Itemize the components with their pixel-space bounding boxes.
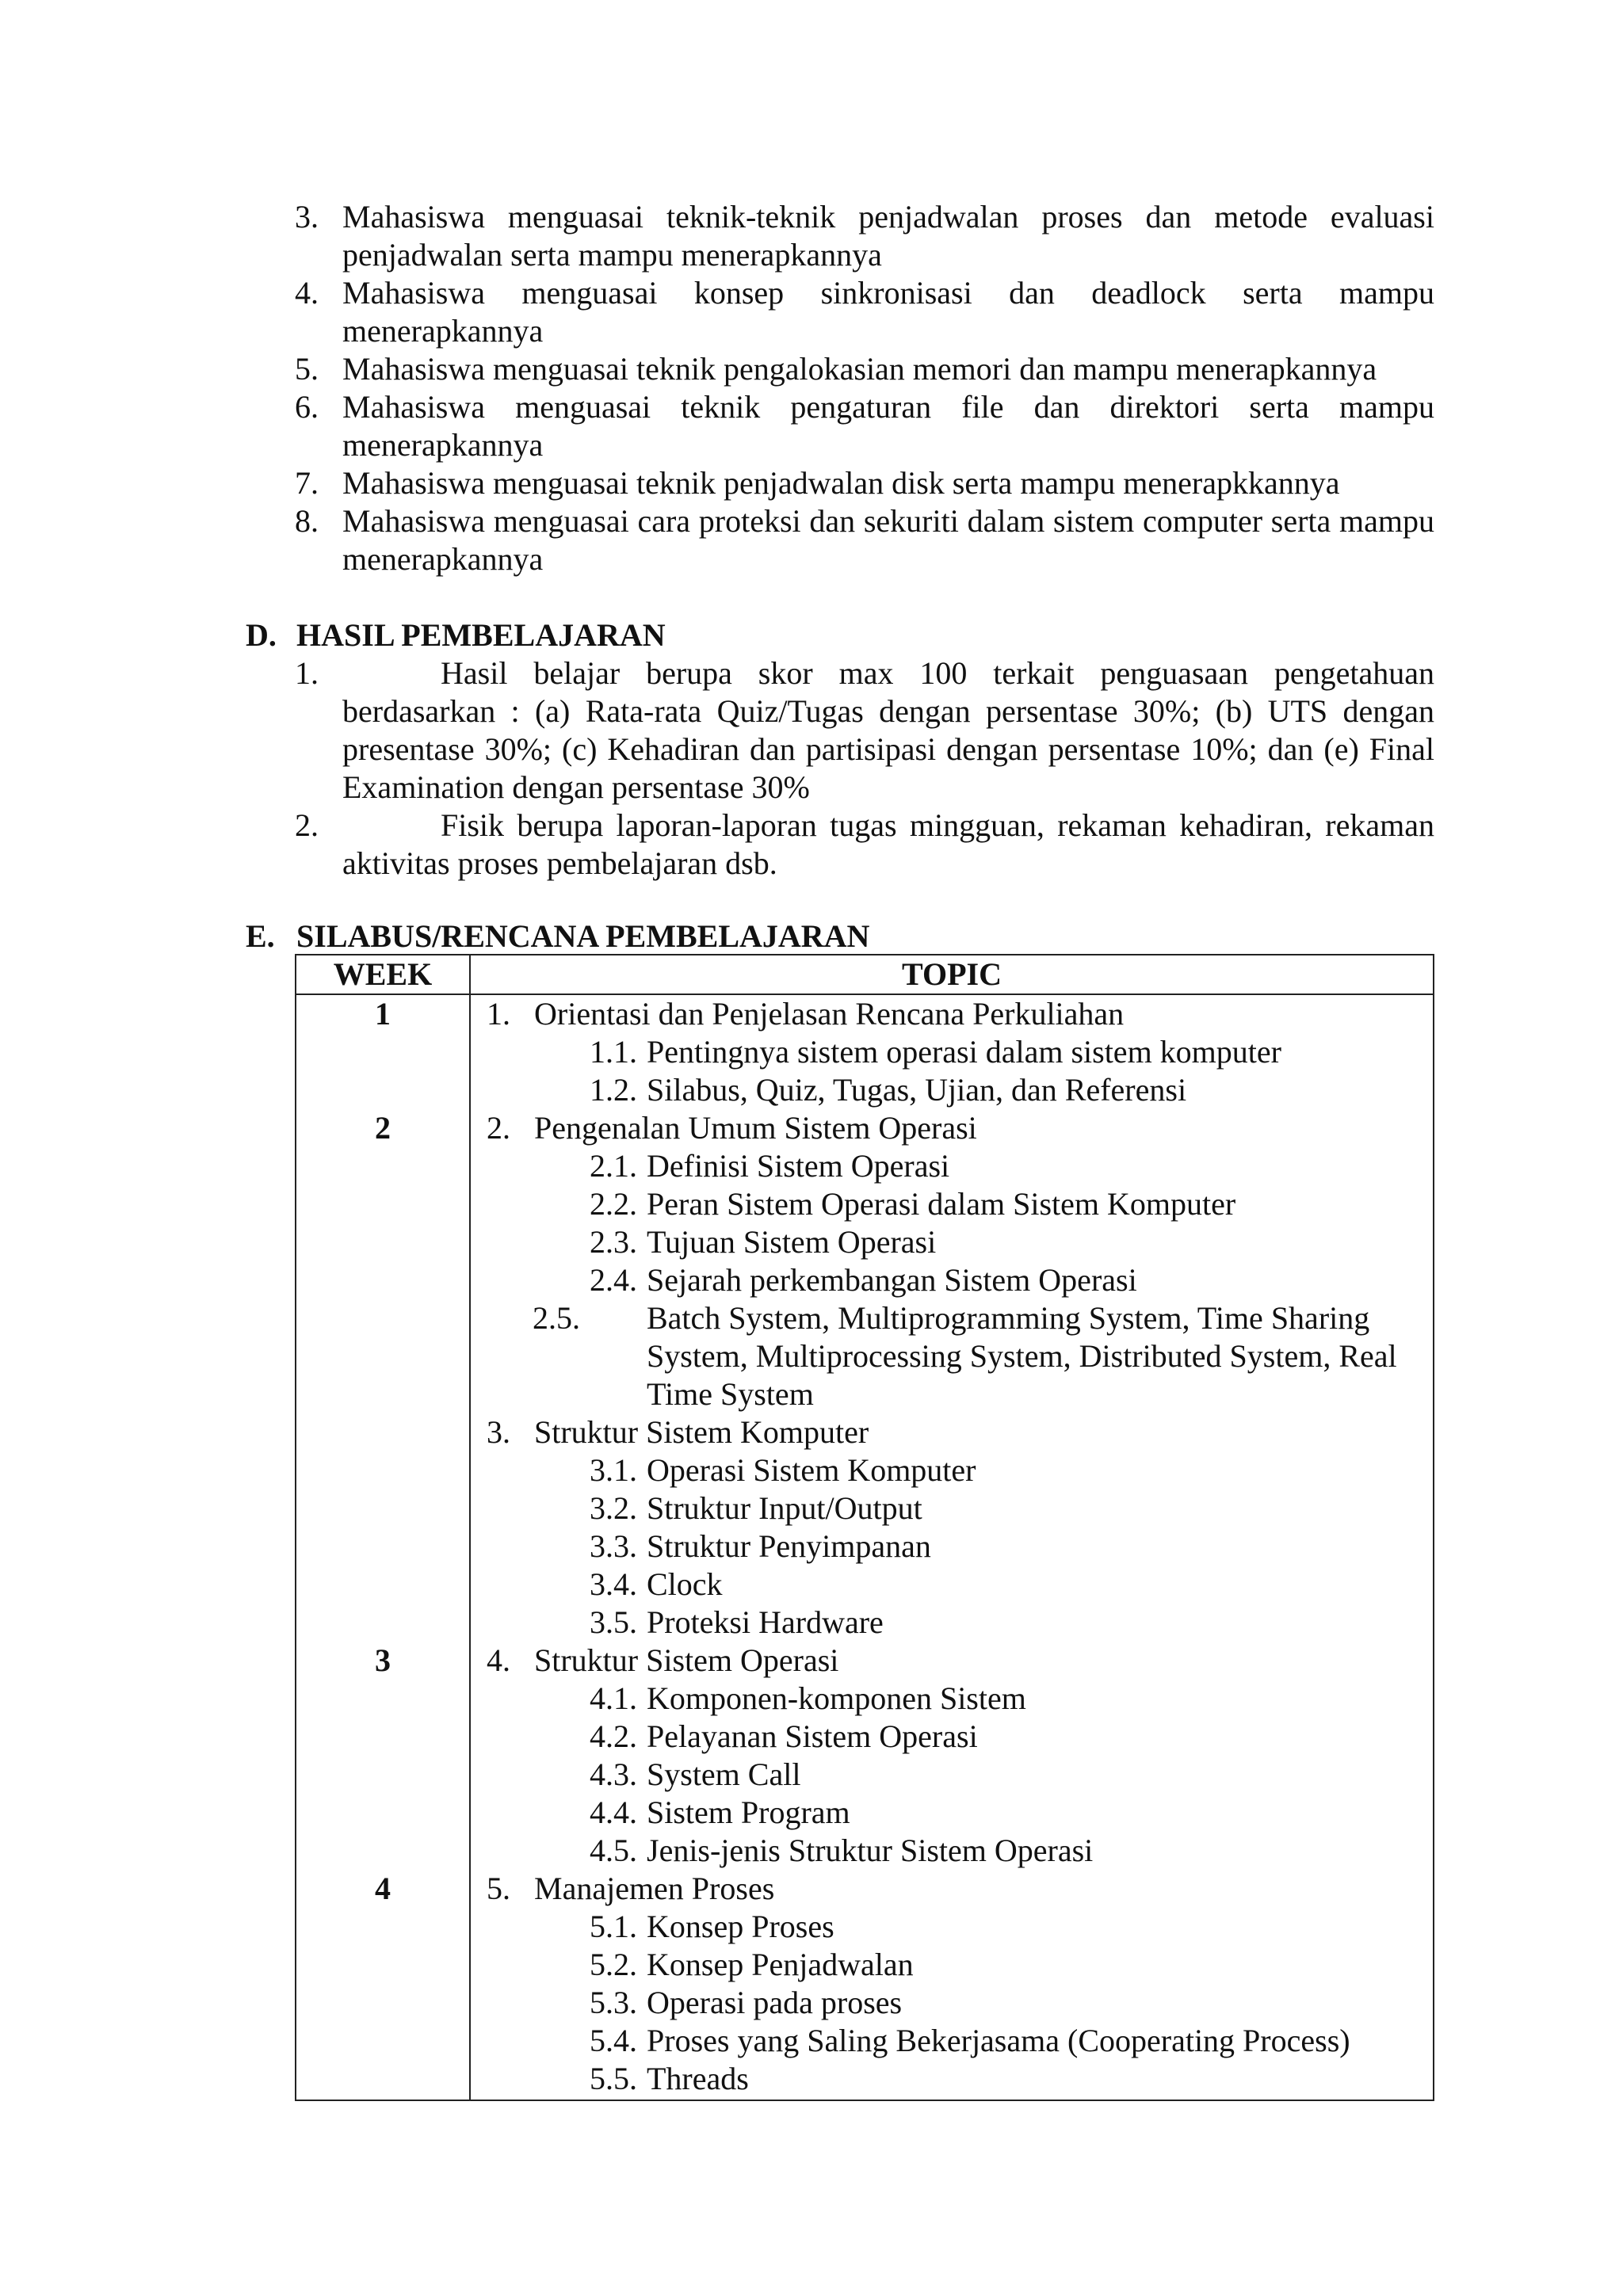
section-e-letter: E. — [246, 918, 275, 954]
topic-text: Orientasi dan Penjelasan Rencana Perkuliahan — [534, 996, 1125, 1032]
objective-text: Mahasiswa menguasai konsep sinkronisasi dan deadlock serta mampu menerapkannya — [342, 275, 1434, 349]
week-number: 3 — [375, 1642, 391, 1678]
topic-number: 2. — [487, 1110, 510, 1146]
section-d-heading — [246, 616, 666, 654]
topic-heading — [471, 1870, 1433, 1908]
subtopic-text: Operasi Sistem Komputer — [647, 1452, 976, 1488]
subtopic-number: 4.1. — [590, 1680, 637, 1716]
subtopic-number: 2.3. — [590, 1224, 637, 1260]
week-spacer — [296, 2060, 469, 2098]
objective-item — [295, 274, 1434, 350]
objective-item — [295, 502, 1434, 578]
topic-heading — [471, 1642, 1433, 1680]
subtopic-number: 3.1. — [590, 1452, 637, 1488]
subtopic-number: 2.5. — [533, 1300, 580, 1336]
subtopic-text: Konsep Proses — [647, 1909, 834, 1944]
subtopic-item — [471, 2060, 1433, 2098]
week-spacer — [296, 1794, 469, 1832]
week-spacer — [296, 1451, 469, 1489]
objective-item — [295, 464, 1434, 502]
subtopic-item — [471, 1033, 1433, 1071]
subtopic-item — [471, 1984, 1433, 2022]
subtopic-text: Konsep Penjadwalan — [647, 1947, 914, 1982]
week-spacer — [296, 1223, 469, 1261]
subtopic-item — [471, 1223, 1433, 1261]
topic-text: Manajemen Proses — [534, 1871, 775, 1906]
objective-number: 7. — [295, 465, 319, 501]
hasil-text: Fisik berupa laporan-laporan tugas mingguan, rekaman kehadiran, rekaman aktivitas proses pembelajaran dsb. — [342, 807, 1434, 881]
subtopic-number: 5.1. — [590, 1909, 637, 1944]
week-spacer — [296, 1527, 469, 1566]
subtopic-item — [471, 1147, 1433, 1185]
objective-text: Mahasiswa menguasai teknik penjadwalan disk serta mampu menerapkkannya — [342, 465, 1340, 501]
subtopic-text: Proses yang Saling Bekerjasama (Cooperating Process) — [647, 2023, 1350, 2058]
objective-item — [295, 350, 1434, 388]
topic-heading — [471, 995, 1433, 1033]
subtopic-text: Komponen-komponen Sistem — [647, 1680, 1026, 1716]
week-spacer — [296, 1033, 469, 1071]
subtopic-item — [471, 1071, 1433, 1109]
topic-number: 3. — [487, 1414, 510, 1450]
week-number: 4 — [375, 1871, 391, 1906]
topic-column-header: TOPIC — [470, 955, 1434, 994]
syllabus-table — [295, 954, 1434, 2101]
topic-text: Struktur Sistem Operasi — [534, 1642, 839, 1678]
subtopic-text: Pentingnya sistem operasi dalam sistem komputer — [647, 1034, 1281, 1070]
subtopic-number: 5.2. — [590, 1947, 637, 1982]
subtopic-text: Proteksi Hardware — [647, 1604, 884, 1640]
subtopic-number: 5.5. — [590, 2061, 637, 2096]
topic-text: Struktur Sistem Komputer — [534, 1414, 869, 1450]
week-spacer — [296, 1718, 469, 1756]
week-spacer — [296, 1756, 469, 1794]
subtopic-item — [471, 1527, 1433, 1566]
subtopic-item — [471, 1908, 1433, 1946]
subtopic-number: 2.1. — [590, 1148, 637, 1184]
subtopic-number: 3.2. — [590, 1490, 637, 1526]
subtopic-item — [471, 1756, 1433, 1794]
subtopic-text: Sistem Program — [647, 1794, 850, 1830]
subtopic-item — [471, 1299, 1433, 1413]
objective-number: 4. — [295, 275, 319, 311]
section-e-title: SILABUS/RENCANA PEMBELAJARAN — [296, 918, 870, 954]
subtopic-number: 1.2. — [590, 1072, 637, 1108]
subtopic-text: System Call — [647, 1756, 801, 1792]
subtopic-item — [471, 1832, 1433, 1870]
subtopic-text: Silabus, Quiz, Tugas, Ujian, dan Referensi — [647, 1072, 1187, 1108]
week-spacer — [296, 2022, 469, 2060]
subtopic-number: 2.2. — [590, 1186, 637, 1222]
subtopic-number: 4.2. — [590, 1718, 637, 1754]
hasil-number: 1. — [295, 655, 319, 691]
subtopic-number: 3.5. — [590, 1604, 637, 1640]
subtopic-number: 1.1. — [590, 1034, 637, 1070]
subtopic-item — [471, 2022, 1433, 2060]
hasil-item — [295, 807, 1434, 883]
hasil-number: 2. — [295, 807, 319, 843]
subtopic-text: Threads — [647, 2061, 749, 2096]
week-spacer — [296, 1908, 469, 1946]
subtopic-number: 2.4. — [590, 1262, 637, 1298]
week-spacer — [296, 1832, 469, 1870]
subtopic-item — [471, 1946, 1433, 1984]
week-spacer — [296, 1261, 469, 1299]
subtopic-text: Struktur Penyimpanan — [647, 1528, 931, 1564]
subtopic-item — [471, 1794, 1433, 1832]
objective-number: 5. — [295, 351, 319, 387]
subtopic-item — [471, 1185, 1433, 1223]
objective-item — [295, 388, 1434, 464]
subtopic-number: 4.3. — [590, 1756, 637, 1792]
subtopic-text: Struktur Input/Output — [647, 1490, 922, 1526]
week-spacer — [296, 1680, 469, 1718]
week-spacer — [296, 1984, 469, 2022]
objective-text: Mahasiswa menguasai teknik-teknik penjadwalan proses dan metode evaluasi penjadwalan serta mampu menerapkannya — [342, 199, 1434, 273]
subtopic-number: 4.5. — [590, 1833, 637, 1868]
subtopic-item — [471, 1604, 1433, 1642]
hasil-item — [295, 654, 1434, 807]
objective-number: 8. — [295, 503, 319, 539]
week-column-header: WEEK — [296, 955, 470, 994]
week-spacer — [296, 1604, 469, 1642]
section-e-heading — [246, 917, 869, 955]
subtopic-number: 3.4. — [590, 1566, 637, 1602]
objectives-list — [295, 198, 1434, 578]
topic-column — [470, 994, 1434, 2100]
objective-text: Mahasiswa menguasai teknik pengalokasian memori dan mampu menerapkannya — [342, 351, 1377, 387]
subtopic-item — [471, 1451, 1433, 1489]
objective-text: Mahasiswa menguasai cara proteksi dan sekuriti dalam sistem computer serta mampu menerapkannya — [342, 503, 1434, 577]
subtopic-item — [471, 1261, 1433, 1299]
subtopic-text: Sejarah perkembangan Sistem Operasi — [647, 1262, 1137, 1298]
subtopic-text: Tujuan Sistem Operasi — [647, 1224, 937, 1260]
subtopic-text: Peran Sistem Operasi dalam Sistem Komputer — [647, 1186, 1236, 1222]
week-spacer — [296, 1071, 469, 1109]
week-spacer — [296, 1299, 469, 1413]
week-spacer — [296, 1566, 469, 1604]
week-spacer — [296, 1147, 469, 1185]
section-d-title: HASIL PEMBELAJARAN — [296, 617, 666, 653]
week-spacer — [296, 1946, 469, 1984]
week-number: 1 — [375, 996, 391, 1032]
topic-number: 1. — [487, 996, 510, 1032]
topic-heading — [471, 1109, 1433, 1147]
subtopic-number: 3.3. — [590, 1528, 637, 1564]
subtopic-text: Pelayanan Sistem Operasi — [647, 1718, 978, 1754]
week-column — [296, 994, 470, 2100]
subtopic-text: Operasi pada proses — [647, 1985, 903, 2020]
subtopic-item — [471, 1718, 1433, 1756]
subtopic-text: Definisi Sistem Operasi — [647, 1148, 950, 1184]
week-spacer — [296, 1413, 469, 1451]
subtopic-number: 4.4. — [590, 1794, 637, 1830]
objective-number: 3. — [295, 199, 319, 235]
section-d-letter: D. — [246, 617, 277, 653]
objective-text: Mahasiswa menguasai teknik pengaturan file dan direktori serta mampu menerapkannya — [342, 389, 1434, 463]
table-header-row — [296, 955, 1434, 994]
week-spacer — [296, 1185, 469, 1223]
objective-number: 6. — [295, 389, 319, 425]
table-row — [296, 994, 1434, 2100]
subtopic-text: Batch System, Multiprogramming System, Time Sharing System, Multiprocessing System, Distributed System, Real Time System — [647, 1300, 1397, 1412]
hasil-list — [295, 654, 1434, 883]
topic-number: 5. — [487, 1871, 510, 1906]
subtopic-number: 5.4. — [590, 2023, 637, 2058]
subtopic-item — [471, 1489, 1433, 1527]
subtopic-number: 5.3. — [590, 1985, 637, 2020]
topic-number: 4. — [487, 1642, 510, 1678]
topic-heading — [471, 1413, 1433, 1451]
week-spacer — [296, 1489, 469, 1527]
objective-item — [295, 198, 1434, 274]
subtopic-text: Clock — [647, 1566, 723, 1602]
subtopic-text: Jenis-jenis Struktur Sistem Operasi — [647, 1833, 1094, 1868]
topic-text: Pengenalan Umum Sistem Operasi — [534, 1110, 977, 1146]
subtopic-item — [471, 1680, 1433, 1718]
hasil-text: Hasil belajar berupa skor max 100 terkait penguasaan pengetahuan berdasarkan : (a) Rata-rata Quiz/Tugas dengan persentase 30%; (b) UTS dengan presentase 30%; (c) Kehadiran dan partisipasi dengan persentase 10%; dan (e) Final Examination dengan persentase 30% — [342, 655, 1434, 805]
week-number: 2 — [375, 1110, 391, 1146]
subtopic-item — [471, 1566, 1433, 1604]
